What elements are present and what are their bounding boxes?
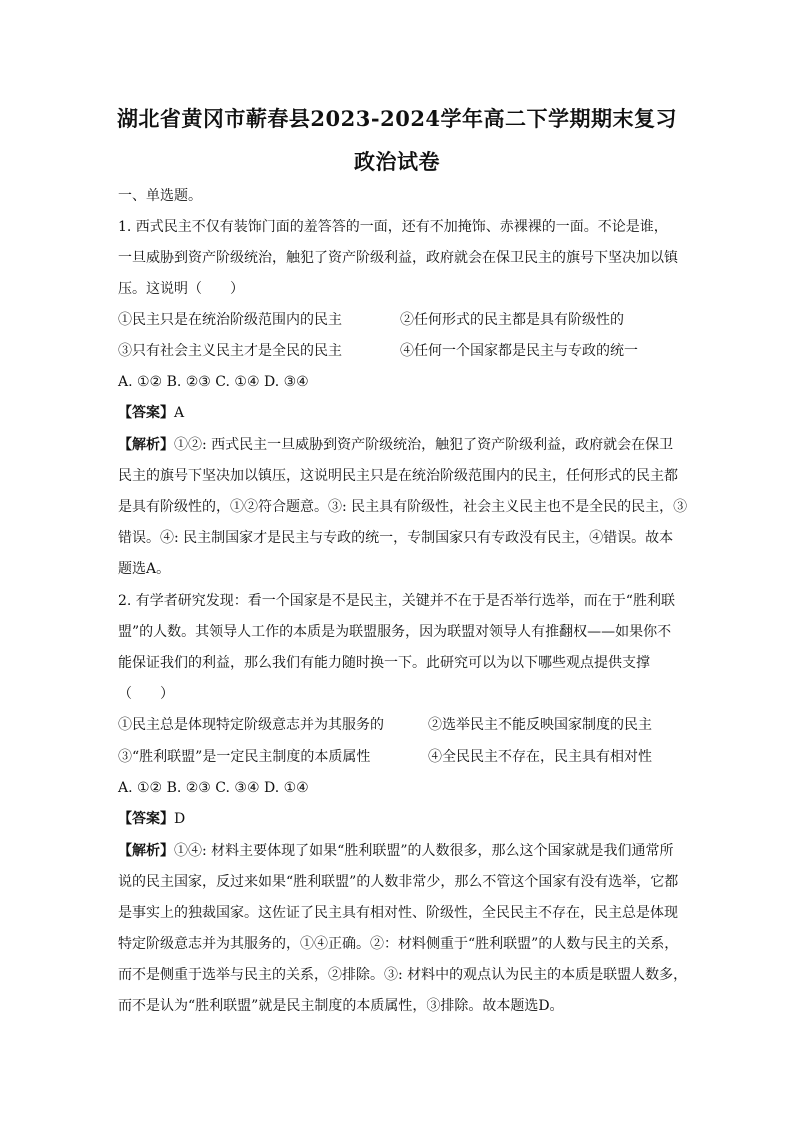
q1-option-2: ②任何形式的民主都是具有阶级性的 xyxy=(400,312,624,328)
q2-analysis-label: 【解析】 xyxy=(118,843,174,859)
q1-analysis-line-3: 是具有阶级性的，①②符合题意。③: 民主具有阶级性，社会主义民主也不是全民的民主，③ xyxy=(118,499,688,515)
exam-title-line2: 政治试卷 xyxy=(354,149,440,174)
q1-stem-line-1: 1. 西式民主不仅有装饰门面的羞答答的一面，还有不加掩饰、赤裸裸的一面。不论是谁， xyxy=(118,219,668,235)
q1-analysis-line-5: 题选A。 xyxy=(118,561,171,577)
q2-option-2: ②选举民主不能反映国家制度的民主 xyxy=(428,717,652,733)
q2-stem-line-3: 能保证我们的利益，那么我们有能力随时换一下。此研究可以为以下哪些观点提供支撑 xyxy=(118,655,650,671)
exam-title-line1: 湖北省黄冈市蕲春县2023-2024学年高二下学期期末复习 xyxy=(116,106,678,131)
q2-stem-line-4: （ ） xyxy=(118,686,174,702)
q1-stem-line-2: 一旦威胁到资产阶级统治，触犯了资产阶级利益，政府就会在保卫民主的旗号下坚决加以镇 xyxy=(118,250,678,266)
q2-answer-label: 【答案】 xyxy=(118,811,174,827)
q2-answer xyxy=(118,809,678,829)
q1-stem-line-3: 压。这说明（ ） xyxy=(118,281,244,297)
q2-analysis-line-5: 而不是侧重于选举与民主的关系，②排除。③: 材料中的观点认为民主的本质是联盟人数多， xyxy=(118,967,688,983)
q1-analysis-text-1: ①②: 西式民主一旦威胁到资产阶级统治，触犯了资产阶级利益，政府就会在保卫 xyxy=(174,437,674,453)
q1-analysis-line-2: 民主的旗号下坚决加以镇压，这说明民主只是在统治阶级范围内的民主，任何形式的民主都 xyxy=(118,468,678,484)
q1-answer-label: 【答案】 xyxy=(118,405,174,421)
q2-analysis-line-6: 而不是认为“胜利联盟”就是民主制度的本质属性，③排除。故本题选D。 xyxy=(118,998,564,1014)
q1-option-4: ④任何一个国家都是民主与专政的统一 xyxy=(400,343,638,359)
q1-option-3: ③只有社会主义民主才是全民的民主 xyxy=(118,343,342,359)
q2-choices: A. ①② B. ②③ C. ③④ D. ①④ xyxy=(118,780,309,796)
q1-answer-value: A xyxy=(174,405,185,421)
q2-option-1: ①民主总是体现特定阶级意志并为其服务的 xyxy=(118,717,384,733)
q2-analysis-text-1: ①④: 材料主要体现了如果“胜利联盟”的人数很多，那么这个国家就是我们通常所 xyxy=(174,843,674,859)
q2-option-3: ③“胜利联盟”是一定民主制度的本质属性 xyxy=(118,749,371,765)
q2-stem-line-2: 盟”的人数。其领导人工作的本质是为联盟服务，因为联盟对领导人有推翻权——如果你不 xyxy=(118,624,672,640)
q1-option-1: ①民主只是在统治阶级范围内的民主 xyxy=(118,312,342,328)
q2-option-4: ④全民民主不存在，民主具有相对性 xyxy=(428,749,652,765)
q2-answer-value: D xyxy=(174,811,186,827)
q2-analysis-line-3: 是事实上的独裁国家。这佐证了民主具有相对性、阶级性，全民民主不存在，民主总是体现 xyxy=(118,905,678,921)
q1-analysis-line-1 xyxy=(118,435,678,455)
q1-answer xyxy=(118,403,678,423)
section-heading: 一、单选题。 xyxy=(118,188,202,204)
q2-stem-line-1: 2. 有学者研究发现：看一个国家是不是民主，关键并不在于是否举行选举，而在于“胜利联 xyxy=(118,593,675,609)
q2-analysis-line-1 xyxy=(118,841,678,861)
q1-analysis-label: 【解析】 xyxy=(118,437,174,453)
q2-analysis-line-4: 特定阶级意志并为其服务的，①④正确。②：材料侧重于“胜利联盟”的人数与民主的关系， xyxy=(118,936,679,952)
q2-analysis-line-2: 说的民主国家，反过来如果“胜利联盟”的人数非常少，那么不管这个国家有没有选举，它都 xyxy=(118,874,679,890)
q1-analysis-line-4: 错误。④: 民主制国家才是民主与专政的统一，专制国家只有专政没有民主，④错误。故本 xyxy=(118,530,674,546)
q1-choices: A. ①② B. ②③ C. ①④ D. ③④ xyxy=(118,374,309,390)
